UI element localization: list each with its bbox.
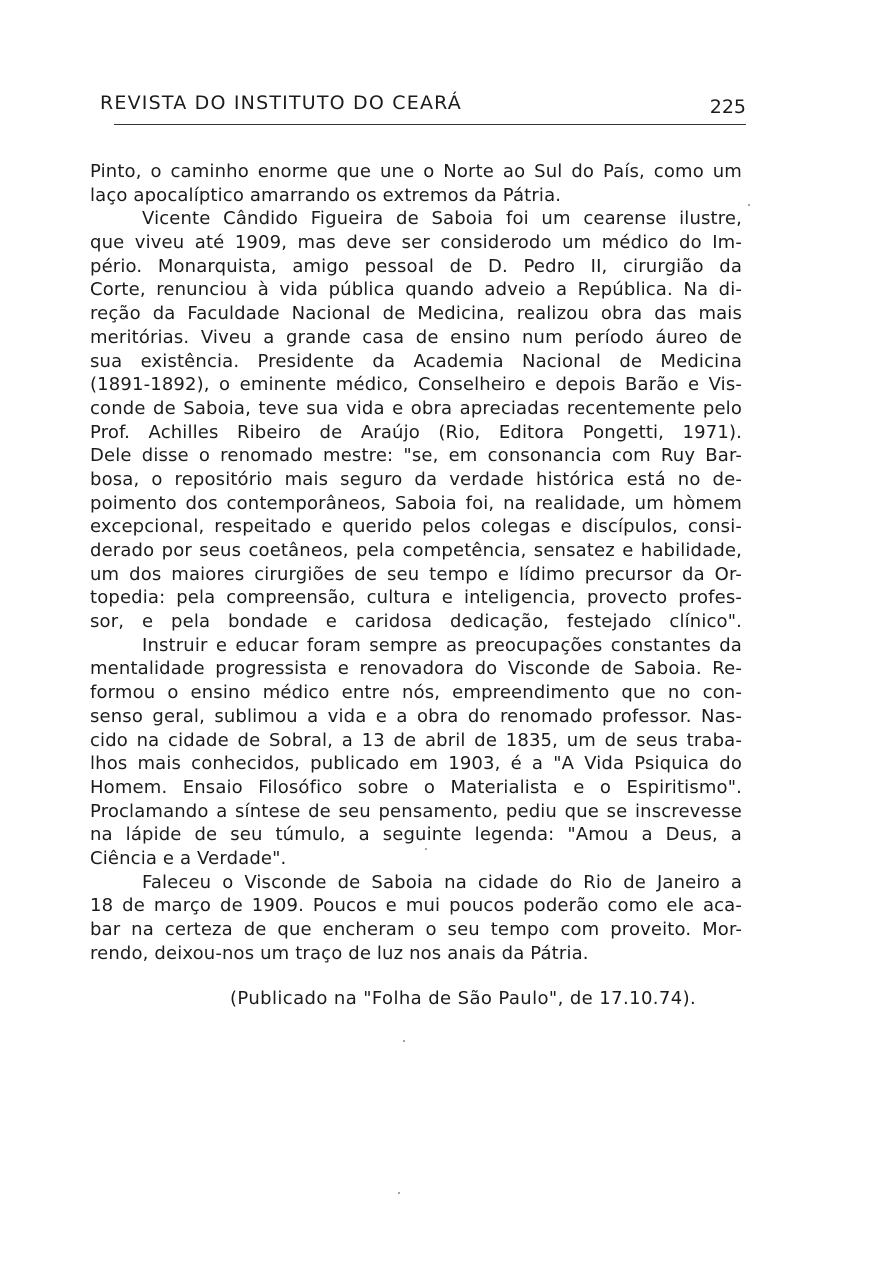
text-line: poimento dos contemporâneos, Saboia foi, na realidade, um hòmem	[90, 492, 742, 514]
text-line: (1891-1892), o eminente médico, Conselheiro e depois Barão e Vis-	[90, 374, 742, 396]
text-line: bosa, o repositório mais seguro da verdade histórica está no de-	[90, 468, 742, 490]
article-body	[90, 160, 742, 965]
citation-note: (Publicado na "Folha de São Paulo", de 17.10.74).	[230, 988, 697, 1009]
text-line: Pinto, o caminho enorme que une o Norte ao Sul do País, como um	[90, 161, 742, 182]
scan-speck	[748, 204, 750, 206]
running-head: REVISTA DO INSTITUTO DO CEARÁ	[100, 92, 462, 114]
scan-speck	[425, 848, 427, 850]
text-line: excepcional, respeitado e querido pelos colegas e discípulos, consi-	[90, 516, 742, 538]
text-line: sor, e pela bondade e caridosa dedicação, festejado clínico".	[90, 611, 742, 633]
header-rule	[114, 124, 746, 125]
scan-speck	[403, 1040, 405, 1042]
text-line: sua existência. Presidente da Academia Nacional de Medicina	[90, 350, 742, 372]
text-line: Faleceu o Visconde de Saboia na cidade do Rio de Janeiro a	[142, 871, 742, 893]
text-line: que viveu até 1909, mas deve ser considerodo um médico do Im-	[90, 232, 742, 254]
text-line: rendo, deixou-nos um traço de luz nos anais da Pátria.	[90, 942, 589, 964]
text-line: reção da Faculdade Nacional de Medicina, realizou obra das mais	[90, 303, 742, 325]
text-line: topedia: pela compreensão, cultura e inteligencia, provecto profes-	[90, 587, 742, 609]
text-line: meritórias. Viveu a grande casa de ensino num período áureo de	[90, 326, 742, 348]
text-line: formou o ensino médico entre nós, empreendimento que no con-	[90, 682, 742, 704]
text-line: Vicente Cândido Figueira de Saboia foi um cearense ilustre,	[142, 208, 742, 230]
scan-speck	[398, 1192, 400, 1194]
text-line: um dos maiores cirurgiões de seu tempo e lídimo precursor da Or-	[90, 563, 742, 585]
text-line: Ciência e a Verdade".	[90, 847, 287, 869]
text-line: na lápide de seu túmulo, a seguinte legenda: "Amou a Deus, a	[90, 824, 742, 846]
text-line: mentalidade progressista e renovadora do Visconde de Saboia. Re-	[90, 658, 742, 680]
text-line: bar na certeza de que encheram o seu tempo com proveito. Mor-	[90, 919, 742, 940]
text-line: Prof. Achilles Ribeiro de Araújo (Rio, Editora Pongetti, 1971).	[90, 421, 742, 443]
text-line: Homem. Ensaio Filosófico sobre o Materialista e o Espiritismo".	[90, 776, 742, 798]
text-line: laço apocalíptico amarrando os extremos da Pátria.	[90, 184, 562, 206]
text-line: Corte, renunciou à vida pública quando adveio a República. Na di-	[90, 279, 742, 301]
page-number: 225	[709, 96, 746, 118]
text-line: Instruir e educar foram sempre as preocupações constantes da	[142, 634, 742, 656]
text-line: pério. Monarquista, amigo pessoal de D. Pedro II, cirurgião da	[90, 255, 742, 277]
page-header	[100, 92, 746, 126]
text-line: derado por seus coetâneos, pela competência, sensatez e habilidade,	[90, 540, 742, 561]
text-line: lhos mais conhecidos, publicado em 1903, é a "A Vida Psiquica do	[90, 753, 742, 775]
text-line: conde de Saboia, teve sua vida e obra apreciadas recentemente pelo	[90, 397, 742, 419]
text-line: Proclamando a síntese de seu pensamento, pediu que se inscrevesse	[90, 800, 742, 822]
text-line: 18 de março de 1909. Poucos e mui poucos poderão como ele aca-	[90, 895, 742, 917]
text-line: senso geral, sublimou a vida e a obra do renomado professor. Nas-	[90, 705, 742, 727]
text-line: cido na cidade de Sobral, a 13 de abril de 1835, um de seus traba-	[90, 729, 742, 751]
text-line: Dele disse o renomado mestre: "se, em consonancia com Ruy Bar-	[90, 445, 742, 467]
